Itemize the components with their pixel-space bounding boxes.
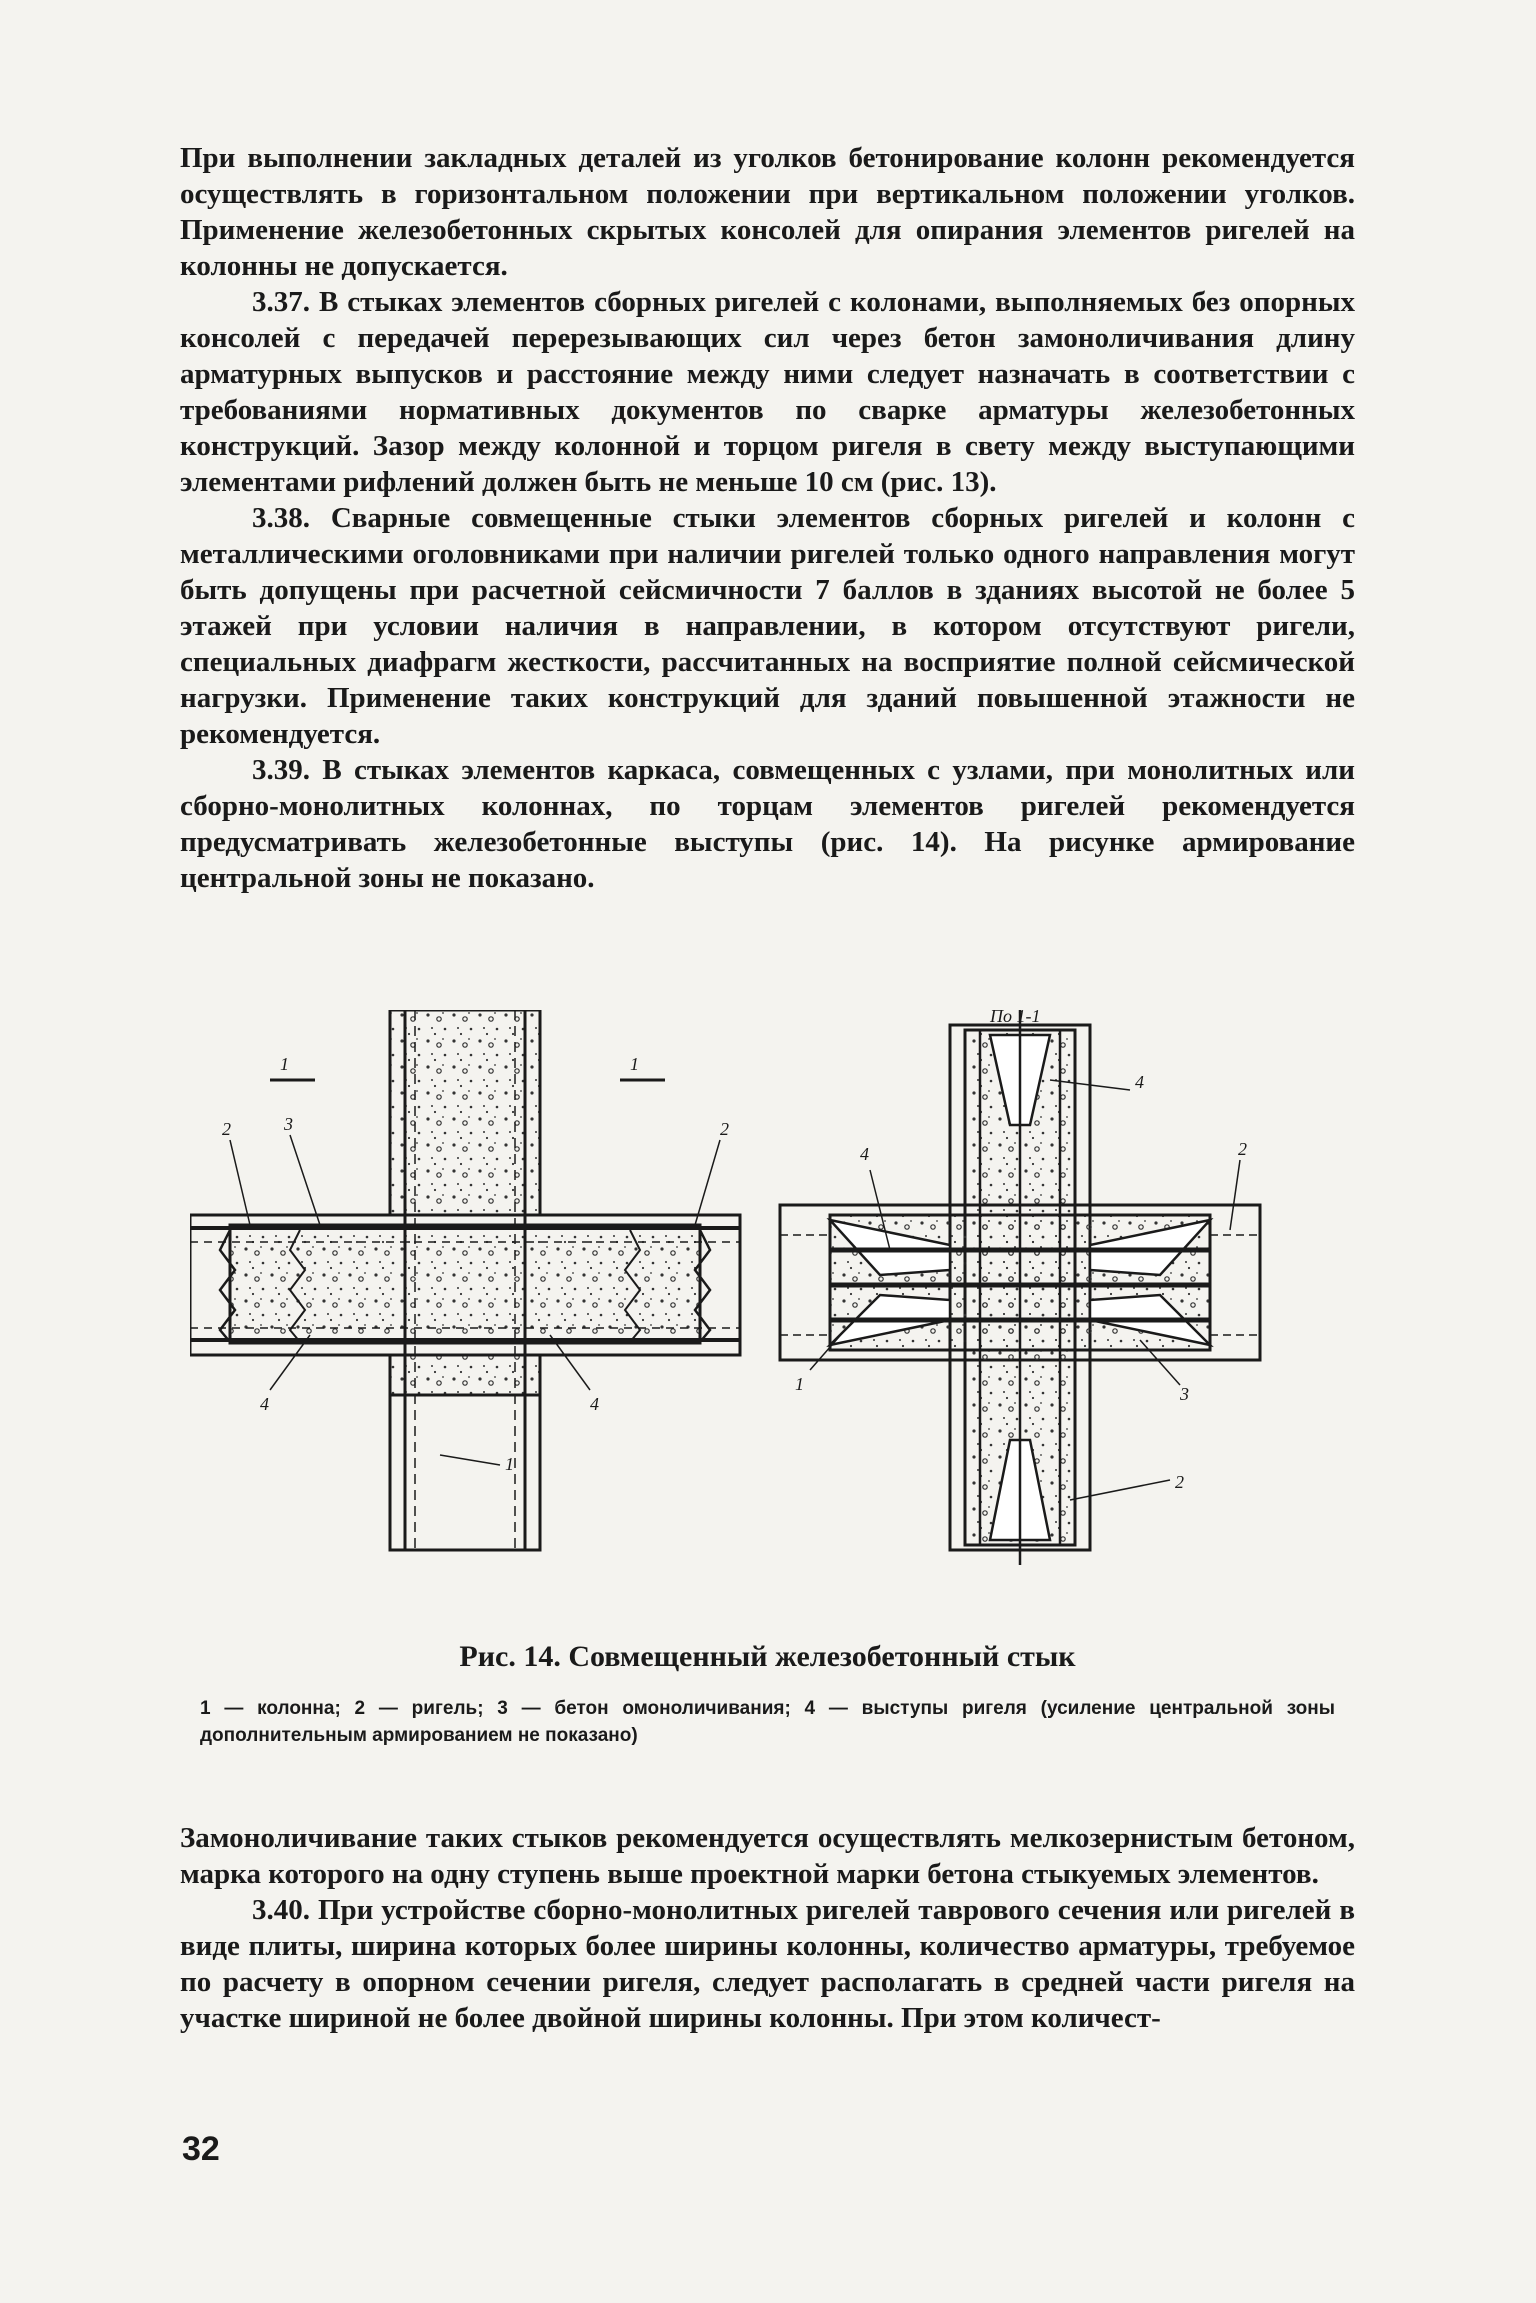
label-projection-b: 4: [1135, 1072, 1144, 1092]
left-joint-drawing: [190, 1010, 740, 1550]
label-projection-left: 4: [260, 1394, 269, 1414]
paragraph: При выполнении закладных деталей из уголков бетонирование колонн рекомендуется осуществлять в горизонтальном положении при вертикальном положении уголков. Применение железобетонных скрытых консолей для опирания элементов ригелей на колонны не допускается.: [180, 142, 1355, 282]
label-concrete-r: 3: [1180, 1384, 1189, 1404]
body-text-bottom: [180, 1820, 1355, 2036]
label-beam-right: 2: [720, 1119, 729, 1139]
figure-14: [190, 1010, 1350, 1600]
label-concrete-left: 3: [284, 1114, 293, 1134]
joint-drawings: [190, 1010, 1350, 1600]
column-mid: [390, 1355, 540, 1395]
cut-mark-left: 1: [280, 1054, 289, 1074]
paragraph-3-38: 3.38. Сварные совмещенные стыки элементов сборных ригелей и колонн с металлическими оголовниками при наличии ригелей только одного направления могут быть допущены при расчетной сейсмичности 7 баллов в зданиях высотой не более 5 этажей при условии наличия в направлении, в котором отсутствуют ригели, специальных диафрагм жесткости, рассчитанных на восприятие полной сейсмической нагрузки. Применение таких конструкций для зданий повышенной этажности не рекомендуется.: [180, 502, 1355, 750]
label-projection-right: 4: [590, 1394, 599, 1414]
cut-mark-right: 1: [630, 1054, 639, 1074]
column-bottom: [390, 1395, 540, 1550]
right-section-drawing: [780, 1010, 1260, 1565]
label-column: 1: [505, 1454, 514, 1474]
paragraph-3-37: 3.37. В стыках элементов сборных ригелей с колонами, выполняемых без опорных консолей с передачей перерезывающих сил через бетон замоноличивания длину арматурных выпусков и расстояние между ними следует назначать в соответствии с требованиями нормативных документов по сварке арматуры железобетонных конструкций. Зазор между колонной и торцом ригеля в свету между выступающими элементами рифлений должен быть не меньше 10 см (рис. 13).: [180, 286, 1355, 498]
label-projection-a: 4: [860, 1144, 869, 1164]
figure-caption-legend: 1 — колонна; 2 — ригель; 3 — бетон омоноличивания; 4 — выступы ригеля (усиление центральной зоны дополнительным армированием не показано): [200, 1698, 1335, 1746]
label-beam-left: 2: [222, 1119, 231, 1139]
column-top: [390, 1010, 540, 1215]
label-beam-r1: 2: [1238, 1139, 1247, 1159]
paragraph: Замоноличивание таких стыков рекомендуется осуществлять мелкозернистым бетоном, марка которого на одну ступень выше проектной марки бетона стыкуемых элементов.: [180, 1822, 1355, 1890]
paragraph-3-39: 3.39. В стыках элементов каркаса, совмещенных с узлами, при монолитных или сборно-монолитных колоннах, по торцам элементов ригелей рекомендуется предусматривать железобетонные выступы (рис. 14). На рисунке армирование центральной зоны не показано.: [180, 754, 1355, 894]
body-text-top: [180, 140, 1355, 896]
figure-caption-title: Рис. 14. Совмещенный железобетонный стык: [459, 1640, 1076, 1673]
section-label: По 1-1: [990, 1010, 1041, 1026]
label-beam-r2: 2: [1175, 1472, 1184, 1492]
page-number: 32: [182, 2130, 220, 2168]
label-column-r: 1: [795, 1374, 804, 1394]
paragraph-3-40: 3.40. При устройстве сборно-монолитных ригелей таврового сечения или ригелей в виде плиты, ширина которых более ширины колонны, количество арматуры, требуемое по расчету в опорном сечении ригеля, следует располагать в средней части ригеля на участке шириной не более двойной ширины колонны. При этом количест-: [180, 1894, 1355, 2034]
